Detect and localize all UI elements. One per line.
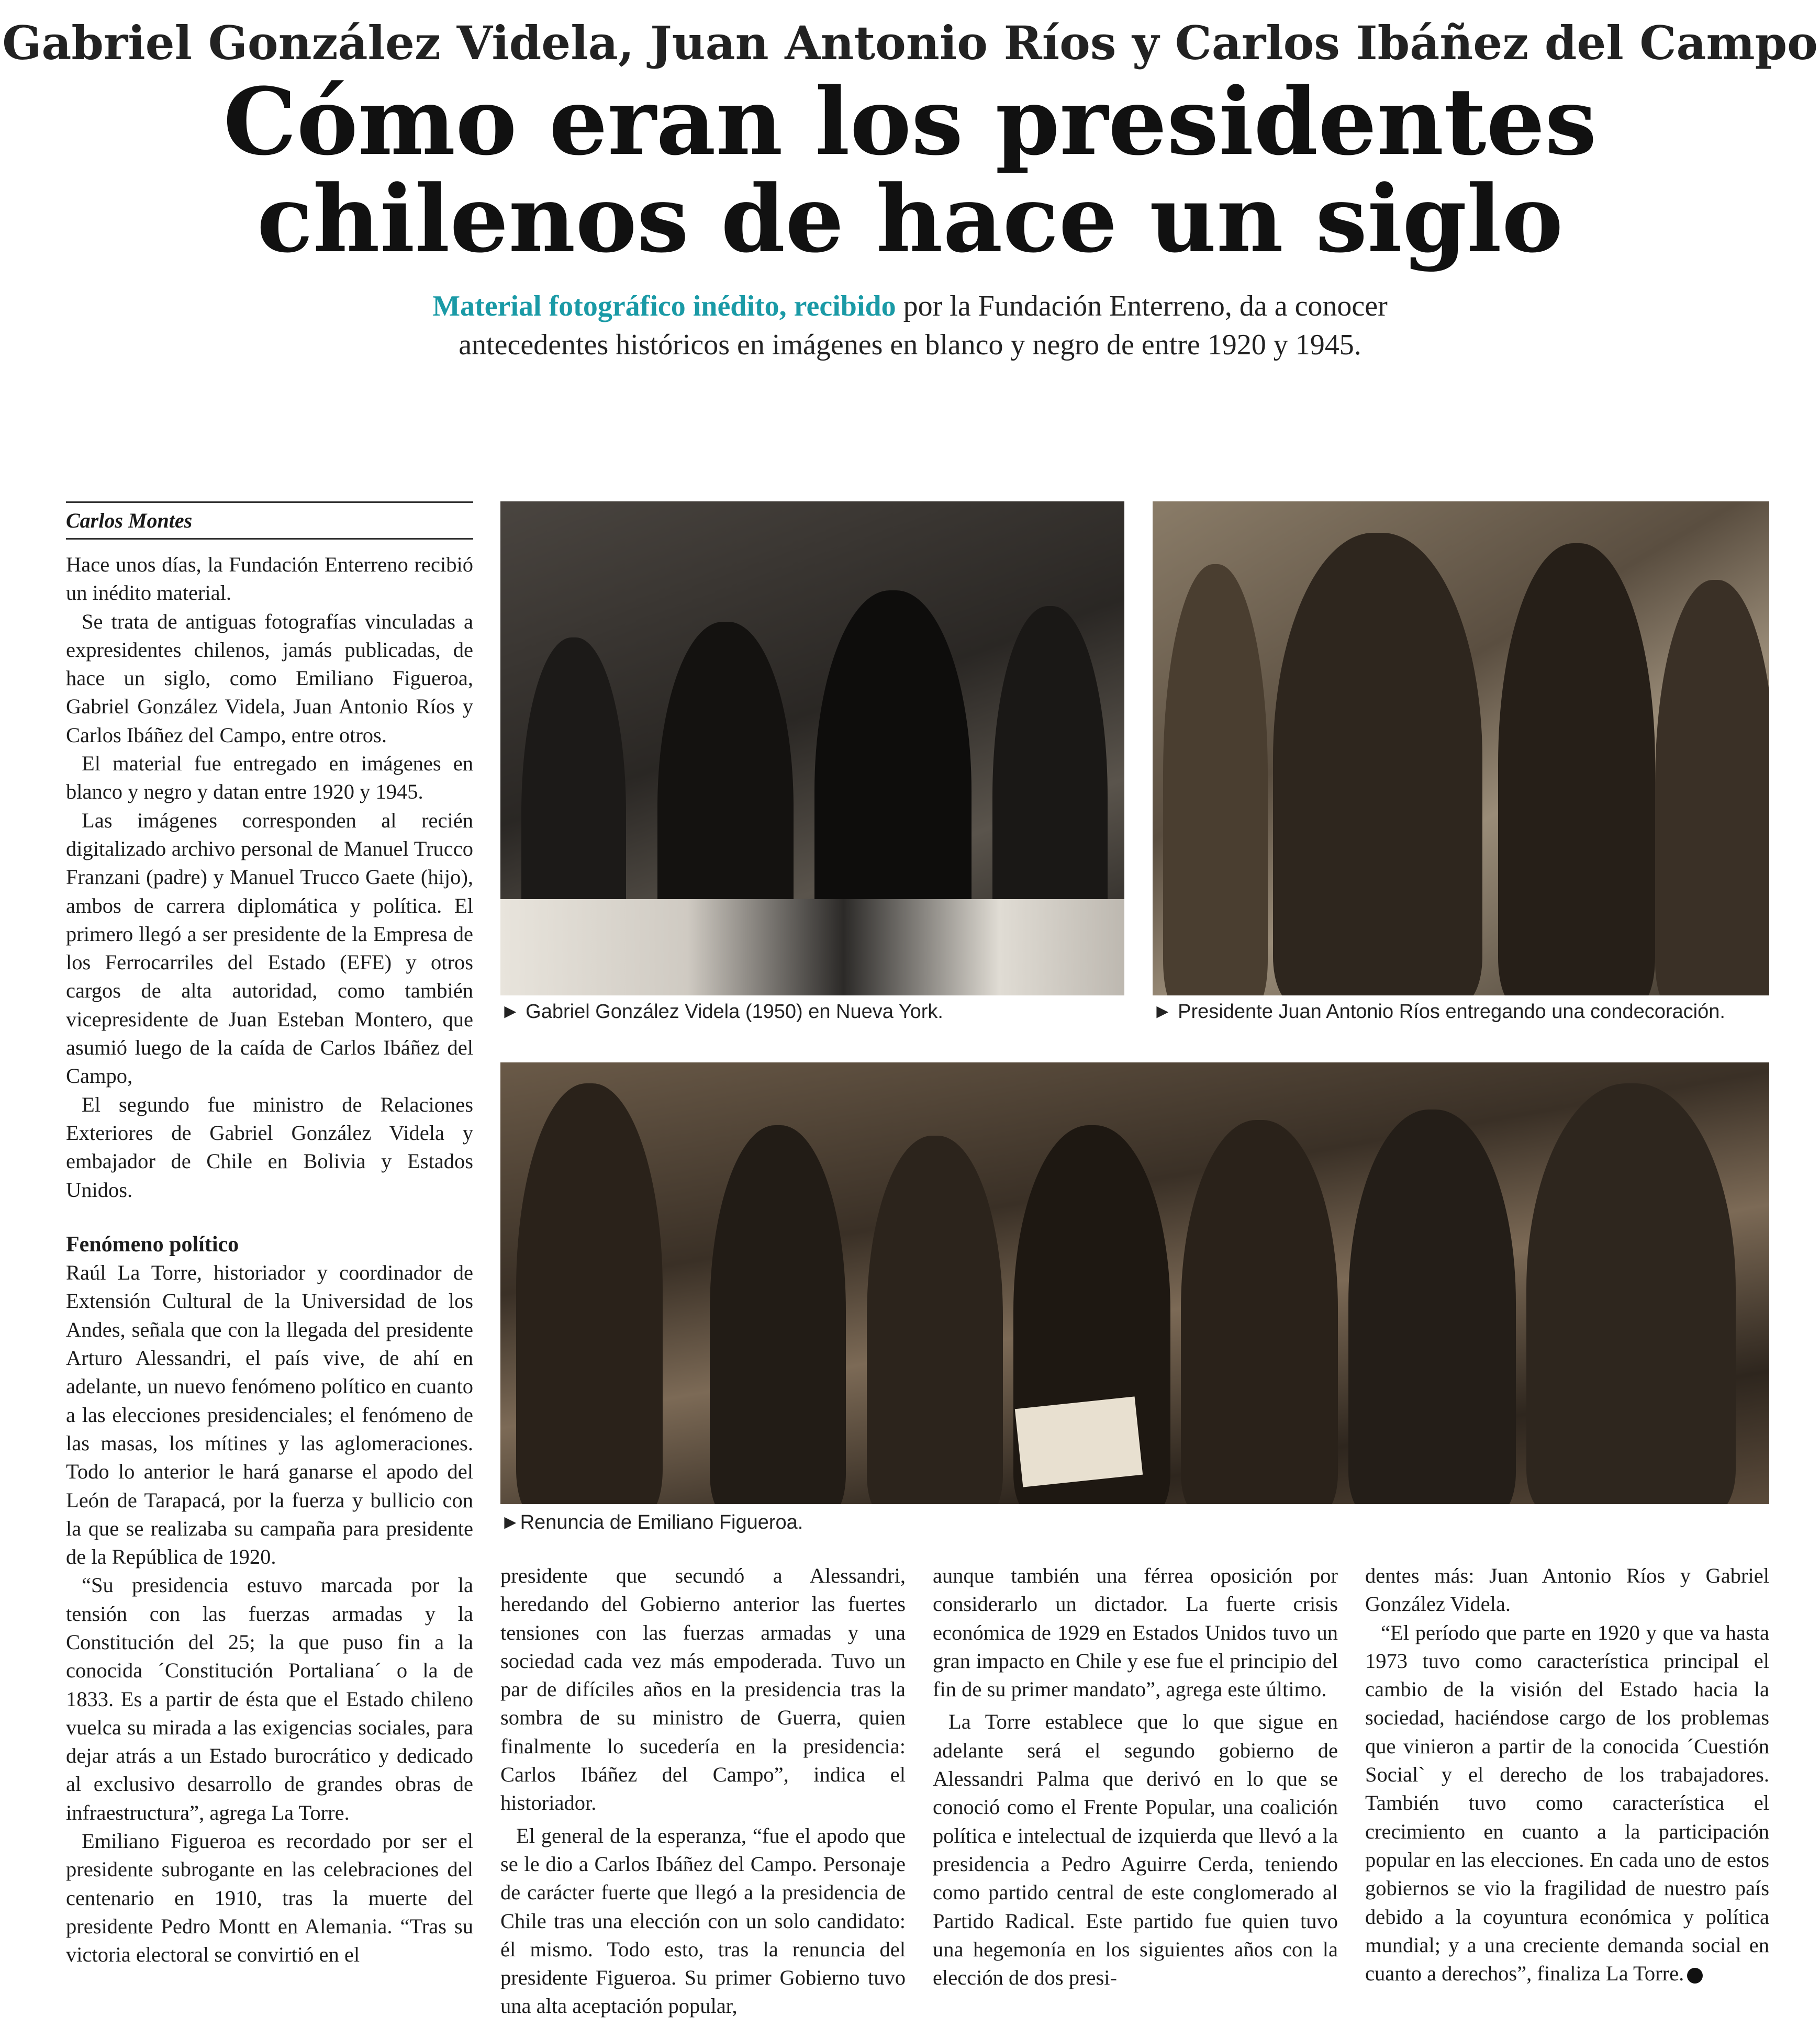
- photo-caption-2: ► Presidente Juan Antonio Ríos entregando una condecoración.: [1153, 1001, 1725, 1023]
- photo-gonzalez-videla-new-york: [500, 501, 1124, 995]
- photo-flag-bunting: [500, 899, 1124, 995]
- photo-figure: [867, 1136, 1003, 1504]
- photo-figueroa-resignation: [500, 1062, 1769, 1504]
- paragraph: Las imágenes corresponden al recién digitalizado archivo personal de Manuel Trucco Franzani (padre) y Manuel Trucco Gaete (hijo), ambos de carrera diplomática y política. El primero llegó a ser presidente de la Empresa de los Ferrocarriles del Estado (EFE) y otros cargos de alta autoridad, como también vicepresidente de Juan Esteban Montero, que asumió luego de la caída de Carlos Ibáñez del Campo,: [66, 808, 473, 1088]
- photo-figure: [710, 1125, 846, 1504]
- paragraph: Emiliano Figueroa es recordado por ser el presidente subrogante en las celebraciones del centenario en 1910, tras la muerte del presidente Pedro Montt en Alemania. “Tras su victoria electoral se convirtió en el: [66, 1829, 473, 1967]
- paragraph: El material fue entregado en imágenes en blanco y negro y datan entre 1920 y 1945.: [66, 752, 473, 804]
- paragraph: El segundo fue ministro de Relaciones Exteriores de Gabriel González Videla y embajador de Chile en Bolivia y Estados Unidos.: [66, 1092, 473, 1202]
- photo-figure: [516, 1083, 663, 1504]
- photo-document: [1015, 1396, 1143, 1487]
- subheading: Fenómeno político: [66, 1232, 239, 1257]
- paragraph: Se trata de antiguas fotografías vinculadas a expresidentes chilenos, jamás publicadas, de hace un siglo, como Emiliano Figueroa, Gabriel González Videla, Juan Antonio Ríos y Carlos Ibáñez del Campo, entre otros.: [66, 609, 473, 747]
- article-column-2: [500, 1562, 906, 2033]
- photo-figure: [1273, 533, 1482, 995]
- photo-caption-1: ► Gabriel González Videla (1950) en Nueva York.: [500, 1001, 943, 1023]
- photo-figure: [1655, 580, 1769, 995]
- paragraph: Raúl La Torre, historiador y coordinador de Extensión Cultural de la Universidad de los Andes, señala que con la llegada del presidente Arturo Alessandri, el país vive, de ahí en adelante, un nuevo fenómeno político en cuanto a las elecciones presidenciales; el fenómeno de las masas, los mítines y las aglomeraciones. Todo lo anterior le hará ganarse el apodo del León de Tarapacá, por la fuerza y bullicio con la que se realizaba su campaña para presidente de la República de 1920.: [66, 1261, 473, 1569]
- closing-paragraph-text: “El período que parte en 1920 y que va hasta 1973 tuvo como característica principal el cambio de la visión del Estado hacia la sociedad, haciéndose cargo de los problemas que vinieron a partir de la conocida ´Cuestión Social` y el derecho de los trabajadores. También tuvo como característica el crecimiento en cuanto a la participación popular en las elecciones. En cada uno de estos gobiernos se vio la fragilidad de nuestro país debido a la coyuntura económica y política mundial; y a una creciente demanda social en cuanto a derechos”, finaliza La Torre.: [1365, 1620, 1769, 1986]
- paragraph: “Su presidencia estuvo marcada por la tensión con las fuerzas armadas y la Constitución del 25; la que puso fin a la conocida ´Constitución Portaliana´ o la de 1833. Es a partir de ésta que el Estado chileno vuelca su mirada a las exigencias sociales, para dejar atrás a un Estado burocrático y dedicado al exclusivo desarrollo de grandes obras de infraestructura”, agrega La Torre.: [66, 1573, 473, 1824]
- article-column-3: [933, 1562, 1338, 2033]
- headline-line-2: chilenos de hace un siglo: [256, 165, 1564, 273]
- byline: Carlos Montes: [66, 501, 473, 540]
- photo-figure: [1348, 1110, 1516, 1504]
- deck: [0, 287, 1820, 364]
- kicker: Gabriel González Videla, Juan Antonio Ríos y Carlos Ibáñez del Campo: [2, 16, 1818, 70]
- photo-rios-decoration: [1153, 501, 1769, 995]
- article-column-1: [66, 551, 473, 2032]
- photo-figure: [1181, 1120, 1338, 1504]
- headline: [0, 68, 1820, 273]
- article-column-4: [1365, 1562, 1769, 2033]
- photo-figure: [1498, 543, 1655, 995]
- deck-line-2: antecedentes históricos en imágenes en blanco y negro de entre 1920 y 1945.: [459, 329, 1361, 361]
- photo-figure: [1163, 564, 1268, 995]
- paragraph: presidente que secundó a Alessandri, heredando del Gobierno anterior las fuertes tensiones con las fuerzas armadas y una sociedad cada vez más empoderada. Tuvo un par de difíciles años en la presidencia tras la sombra de su ministro de Guerra, quien finalmente lo sucedería en la presidencia: Carlos Ibáñez del Campo”, indica el historiador.: [500, 1564, 906, 1815]
- photo-figure: [1526, 1083, 1736, 1504]
- paragraph: aunque también una férrea oposición por considerarlo un dictador. La fuerte crisis económica de 1929 en Estados Unidos tuvo un gran impacto en Chile y ese fue el principio del fin de su primer mandato”, agrega este último.: [933, 1564, 1338, 1701]
- paragraph: Hace unos días, la Fundación Enterreno recibió un inédito material.: [66, 553, 473, 605]
- deck-line-1: por la Fundación Enterreno, da a conocer: [896, 290, 1388, 322]
- paragraph: La Torre establece que lo que sigue en adelante será el segundo gobierno de Alessandri Palma que derivó en lo que se conoció como el Frente Popular, una coalición política e intelectual de izquierda que llevó a la presidencia a Pedro Aguirre Cerda, teniendo como partido central de este conglomerado al Partido Radical. Este partido fue quien tuvo una hegemonía en los siguientes años con la elección de dos presi-: [933, 1710, 1338, 1990]
- paragraph: dentes más: Juan Antonio Ríos y Gabriel González Videla.: [1365, 1564, 1769, 1616]
- deck-highlight: Material fotográfico inédito, recibido: [432, 290, 896, 322]
- headline-line-1: Cómo eran los presidentes: [223, 68, 1597, 176]
- photo-caption-3: ►Renuncia de Emiliano Figueroa.: [500, 1511, 803, 1533]
- paragraph: El general de la esperanza, “fue el apodo que se le dio a Carlos Ibáñez del Campo. Personaje de carácter fuerte que llegó a la presidencia de Chile tras una elección con un solo candidato: él mismo. Todo esto, tras la renuncia del presidente Figueroa. Su primer Gobierno tuvo una alta aceptación popular,: [500, 1823, 906, 2018]
- end-mark-icon: [1687, 1968, 1703, 1984]
- paragraph: [1365, 1619, 1769, 1988]
